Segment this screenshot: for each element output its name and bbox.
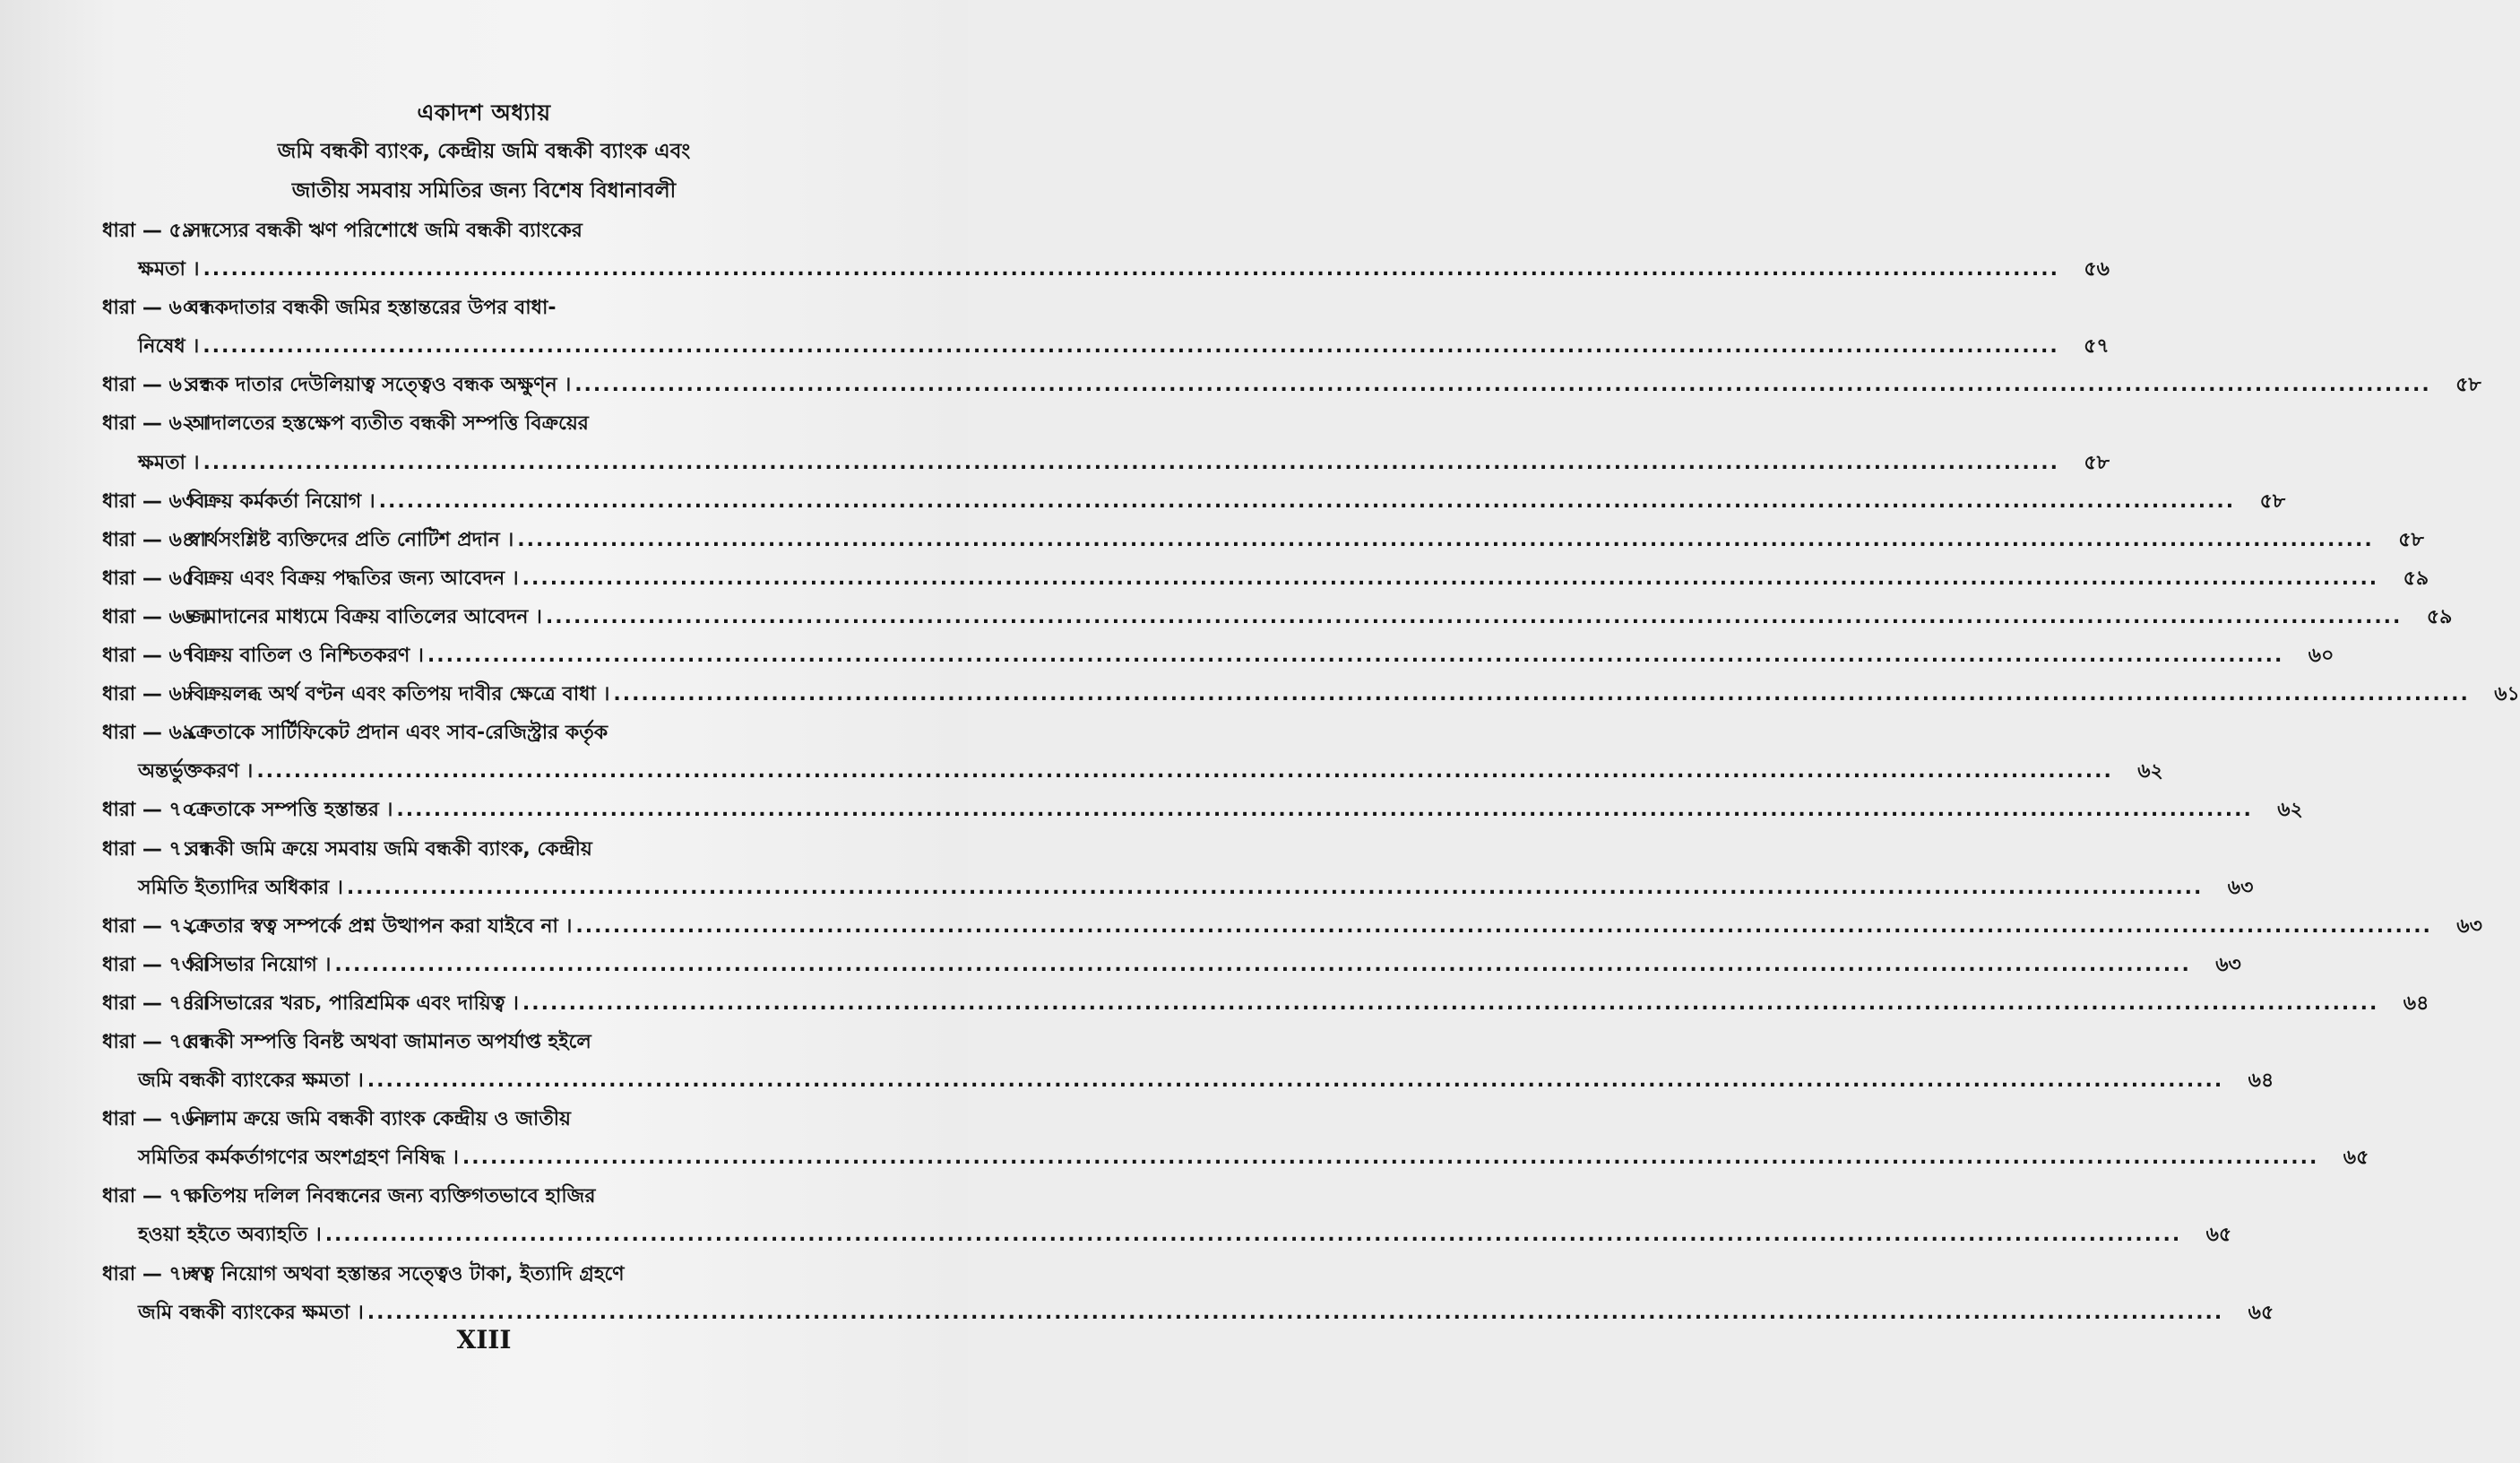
dot-leader: ........................................................................................................................................................................................................: [517, 528, 2374, 551]
toc-entry: [102, 559, 2429, 598]
section-title: স্বত্ব নিয়োগ অথবা হস্তান্তর সত্ত্বেও টাকা, ইত্যাদি গ্রহণে: [188, 1262, 625, 1286]
toc-entry: [102, 1255, 2274, 1332]
section-number: ধারা — ৬৫ ।: [102, 567, 209, 590]
section-title-continuation: অন্তর্ভুক্তকরণ ।: [138, 760, 254, 783]
section-title: ক্রেতাকে সম্পত্তি হস্তান্তর ।: [188, 799, 393, 822]
toc-entry-line: [102, 869, 2254, 907]
section-number: ধারা — ৬৩ ।: [102, 489, 209, 513]
dot-leader: ........................................................................................................................................................................................................: [462, 1147, 2319, 1170]
section-title: রিসিভার নিয়োগ ।: [188, 953, 332, 976]
section-title: আদালতের হস্তক্ষেপ ব্যতীত বন্ধকী সম্পত্তি বিক্রয়ের: [188, 412, 589, 436]
toc-page-number: ৬৫: [2343, 1147, 2369, 1170]
section-title: বিক্রয়লব্ধ অর্থ বণ্টন এবং কতিপয় দাবীর ক্ষেত্রে বাধা ।: [188, 683, 610, 706]
dot-leader: ........................................................................................................................................................................................................: [522, 567, 2379, 590]
toc-entry-line: [102, 444, 2110, 482]
section-number: ধারা — ৭৪ ।: [102, 991, 209, 1015]
section-title: ক্রেতাকে সার্টিফিকেট প্রদান এবং সাব-রেজিস্ট্রার কর্তৃক: [188, 722, 608, 745]
toc-page-number: ৫৮: [2259, 489, 2286, 513]
toc-entry: [102, 366, 2481, 404]
toc-entry-line: [102, 946, 2241, 984]
section-number: ধারা — ৭৫ ।: [102, 1030, 209, 1053]
toc-entry: [102, 946, 2241, 984]
toc-page-number: ৬৫: [2205, 1224, 2232, 1247]
dot-leader: ........................................................................................................................................................................................................: [367, 1301, 2224, 1324]
section-title-continuation: নিষেধ ।: [138, 335, 200, 359]
toc-entry-line: [102, 327, 2110, 366]
chapter-heading: একাদশ অধ্যায়: [417, 100, 551, 126]
chapter-title-line-2: জাতীয় সমবায় সমিতির জন্য বিশেষ বিধানাবলী: [291, 179, 677, 203]
dot-leader: ........................................................................................................................................................................................................: [378, 489, 2236, 513]
toc-page-number: ৫৮: [2455, 374, 2481, 397]
section-title-continuation: ক্ষমতা ।: [138, 258, 200, 281]
toc-entry: [102, 907, 2482, 946]
dot-leader: ........................................................................................................................................................................................................: [367, 1069, 2224, 1093]
toc-entry-line: [102, 984, 2429, 1023]
toc-entry-line: [102, 636, 2334, 675]
section-title: নিলাম ক্রয়ে জমি বন্ধকী ব্যাংক কেন্দ্রীয় ও জাতীয়: [188, 1108, 572, 1131]
section-title: কতিপয় দলিল নিবন্ধনের জন্য ব্যক্তিগতভাবে হাজির: [188, 1185, 596, 1208]
section-title-continuation: হওয়া হইতে অব্যাহতি ।: [138, 1224, 322, 1247]
toc-entry-line: [102, 1061, 2274, 1100]
toc-entry: [102, 289, 2110, 366]
dot-leader: ........................................................................................................................................................................................................: [522, 991, 2379, 1015]
section-title: ক্রেতার স্বত্ব সম্পর্কে প্রশ্ন উত্থাপন করা যাইবে না ।: [188, 914, 573, 938]
toc-entry-line: [102, 752, 2163, 791]
section-title: জমাদানের মাধ্যমে বিক্রয় বাতিলের আবেদন ।: [188, 605, 542, 628]
toc-page-number: ৫৬: [2084, 258, 2110, 281]
toc-entry: [102, 791, 2303, 829]
section-number: ধারা — ৬৯ ।: [102, 722, 209, 745]
section-title: বন্ধকী সম্পত্তি বিনষ্ট অথবা জামানত অপর্যাপ্ত হইলে: [188, 1030, 591, 1053]
section-number: ধারা — ৭৭ ।: [102, 1185, 209, 1208]
toc-entry-line: [102, 1177, 891, 1216]
toc-page-number: ৫৮: [2398, 528, 2424, 551]
toc-page-number: ৬১: [2494, 683, 2520, 706]
toc-entry-line: [102, 289, 891, 327]
section-title: বিক্রয় কর্মকর্তা নিয়োগ ।: [188, 489, 375, 513]
toc-entry: [102, 598, 2453, 636]
section-number: ধারা — ৭৮ ।: [102, 1262, 209, 1286]
toc-entry-line: [102, 404, 891, 443]
toc-entry-line: [102, 675, 2520, 714]
toc-entry: [102, 984, 2429, 1023]
toc-page-number: ৬৩: [2215, 953, 2241, 976]
toc-entry-line: [102, 1216, 2232, 1254]
section-title: বন্ধকী জমি ক্রয়ে সমবায় জমি বন্ধকী ব্যাংক, কেন্দ্রীয়: [188, 837, 592, 861]
toc-entry: [102, 1023, 2274, 1100]
toc-entry: [102, 521, 2424, 559]
section-title: বিক্রয় বাতিল ও নিশ্চিতকরণ ।: [188, 645, 424, 668]
section-number: ধারা — ৬৬ ।: [102, 605, 209, 628]
section-title: বন্ধকদাতার বন্ধকী জমির হস্তান্তরের উপর বাধা-: [188, 297, 557, 320]
toc-entry-line: [102, 714, 891, 752]
toc-entry-line: [102, 1255, 891, 1294]
toc-entry-line: [102, 366, 2481, 404]
dot-leader: ........................................................................................................................................................................................................: [334, 953, 2191, 976]
section-number: ধারা — ৭২ ।: [102, 914, 209, 938]
toc-entry-line: [102, 1100, 891, 1138]
toc-entry-line: [102, 791, 2303, 829]
toc-entry-line: [102, 482, 2286, 521]
chapter-title-line-1: জমি বন্ধকী ব্যাংক, কেন্দ্রীয় জমি বন্ধকী ব্যাংক এবং: [277, 140, 691, 163]
dot-leader: ........................................................................................................................................................................................................: [256, 760, 2113, 783]
section-title-continuation: জমি বন্ধকী ব্যাংকের ক্ষমতা ।: [138, 1069, 364, 1093]
toc-page-number: ৬৪: [2248, 1069, 2274, 1093]
toc-entry-line: [102, 1138, 2369, 1177]
section-number: ধারা — ৬০ ।: [102, 297, 209, 320]
dot-leader: ........................................................................................................................................................................................................: [203, 258, 2059, 281]
toc-page-number: ৬৫: [2248, 1301, 2274, 1324]
dot-leader: ........................................................................................................................................................................................................: [574, 374, 2431, 397]
section-title-continuation: জমি বন্ধকী ব্যাংকের ক্ষমতা ।: [138, 1301, 364, 1324]
toc-page-number: ৫৭: [2084, 335, 2110, 359]
toc-page-number: ৫৯: [2426, 605, 2453, 628]
section-number: ধারা — ৭৬ ।: [102, 1108, 209, 1131]
toc-page-number: ৬২: [2137, 760, 2163, 783]
toc-page-number: ৬০: [2308, 645, 2334, 668]
section-number: ধারা — ৭০ ।: [102, 799, 209, 822]
section-number: ধারা — ৬৮ ।: [102, 683, 209, 706]
section-title-continuation: সমিতি ইত্যাদির অধিকার ।: [138, 876, 343, 899]
toc-page-number: ৫৮: [2084, 451, 2110, 474]
toc-entry-line: [102, 521, 2424, 559]
section-title: স্বার্থসংশ্লিষ্ট ব্যক্তিদের প্রতি নোটিশ প্রদান ।: [188, 528, 514, 551]
dot-leader: ........................................................................................................................................................................................................: [346, 876, 2204, 899]
dot-leader: ........................................................................................................................................................................................................: [427, 645, 2284, 668]
section-number: ধারা — ৫৯ ।: [102, 220, 209, 242]
toc-entry: [102, 404, 2110, 481]
toc-entry-line: [102, 598, 2453, 636]
table-of-contents: [102, 212, 2520, 1332]
dot-leader: ........................................................................................................................................................................................................: [203, 335, 2059, 359]
section-title: রিসিভারের খরচ, পারিশ্রমিক এবং দায়িত্ব ।: [188, 991, 519, 1015]
toc-page-number: ৬২: [2277, 799, 2303, 822]
toc-entry: [102, 830, 2254, 907]
section-number: ধারা — ৭১ ।: [102, 837, 209, 861]
toc-entry-line: [102, 1023, 891, 1061]
section-title-continuation: ক্ষমতা ।: [138, 451, 200, 474]
dot-leader: ........................................................................................................................................................................................................: [575, 914, 2432, 938]
toc-entry-line: [102, 830, 891, 869]
dot-leader: ........................................................................................................................................................................................................: [613, 683, 2470, 706]
section-number: ধারা — ৬২ ।: [102, 412, 209, 436]
section-title: বন্ধক দাতার দেউলিয়াত্ব সত্ত্বেও বন্ধক অক্ষুণ্ন ।: [188, 374, 572, 397]
toc-entry: [102, 212, 2110, 289]
section-number: ধারা — ৬৪ ।: [102, 528, 209, 551]
section-title-continuation: সমিতির কর্মকর্তাগণের অংশগ্রহণ নিষিদ্ধ ।: [138, 1147, 459, 1170]
toc-entry-line: [102, 212, 891, 250]
toc-page-number: ৬৩: [2227, 876, 2254, 899]
section-number: ধারা — ৬৭ ।: [102, 645, 209, 668]
toc-entry-line: [102, 250, 2110, 289]
toc-entry: [102, 675, 2520, 714]
section-number: ধারা — ৬১ :: [102, 374, 210, 397]
section-number: ধারা — ৭৩ ।: [102, 953, 209, 976]
dot-leader: ........................................................................................................................................................................................................: [545, 605, 2403, 628]
toc-entry: [102, 1100, 2369, 1177]
toc-page-number: ৫৯: [2403, 567, 2429, 590]
toc-entry: [102, 636, 2334, 675]
toc-page-number: ৬৩: [2456, 914, 2482, 938]
toc-entry: [102, 714, 2163, 791]
section-title: সদস্যের বন্ধকী ঋণ পরিশোধে জমি বন্ধকী ব্যাংকের: [188, 220, 583, 242]
toc-entry: [102, 1177, 2232, 1254]
toc-entry: [102, 482, 2286, 521]
dot-leader: ........................................................................................................................................................................................................: [324, 1224, 2182, 1247]
toc-entry-line: [102, 907, 2482, 946]
toc-page-number: ৬৪: [2403, 991, 2429, 1015]
page-number-footer: XIII: [456, 1325, 512, 1355]
section-title: বিক্রয় এবং বিক্রয় পদ্ধতির জন্য আবেদন ।: [188, 567, 519, 590]
toc-entry-line: [102, 559, 2429, 598]
dot-leader: ........................................................................................................................................................................................................: [396, 799, 2253, 822]
dot-leader: ........................................................................................................................................................................................................: [203, 451, 2059, 474]
